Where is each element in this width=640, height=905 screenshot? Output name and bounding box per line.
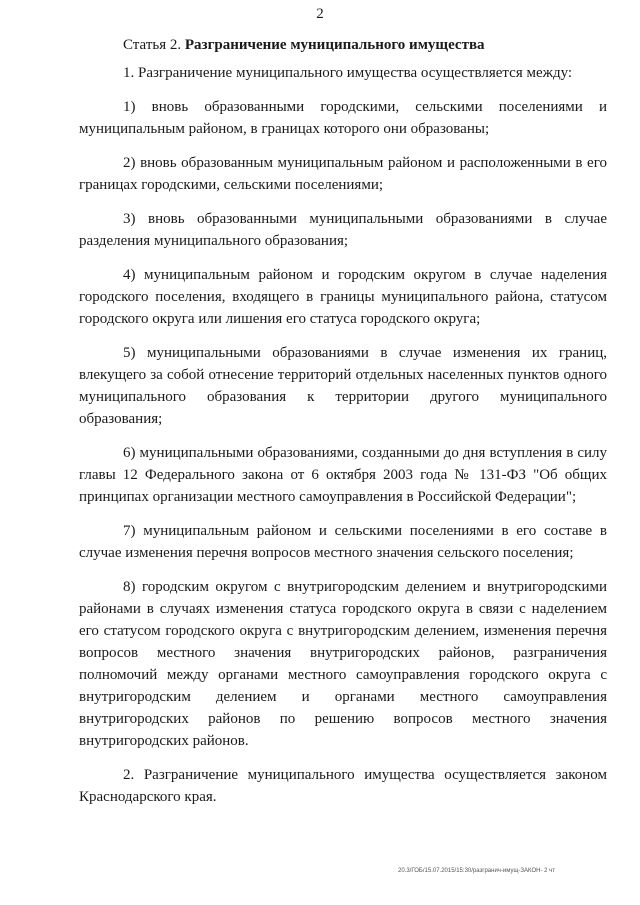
list-item-6: 6) муниципальными образованиями, созданными до дня вступления в силу главы 12 Федерального закона от 6 октября 2003 года № 131-ФЗ "Об общих принципах организации местного самоуправления в Российской Федерации"; xyxy=(79,445,607,505)
list-item-7: 7) муниципальным районом и сельскими поселениями в его составе в случае изменения перечня вопросов местного значения сельского поселения; xyxy=(79,523,607,561)
list-item-5: 5) муниципальными образованиями в случае изменения их границ, влекущего за собой отнесение территорий отдельных населенных пунктов одного муниципального образования к территории другого муниципального образования; xyxy=(79,345,607,427)
list-item-2: 2) вновь образованным муниципальным районом и расположенными в его границах городскими, сельскими поселениями; xyxy=(79,155,607,193)
article-title: Разграничение муниципального имущества xyxy=(184,37,485,53)
list-item-3: 3) вновь образованными муниципальными образованиями в случае разделения муниципального образования; xyxy=(79,211,607,249)
document-footer: 20.3/ГОБ/15.07.2015/15:30/разгранич-имущ-ЗАКОН- 2 чт xyxy=(398,868,555,874)
list-item-4: 4) муниципальным районом и городским округом в случае наделения городского поселения, входящего в границы муниципального района, статусом городского округа или лишения его статуса городского округа; xyxy=(79,267,607,327)
paragraph-2: 2. Разграничение муниципального имущества осуществляется законом Краснодарского края. xyxy=(79,767,607,805)
article-heading xyxy=(79,34,607,56)
list-item-8: 8) городским округом с внутригородским делением и внутригородскими районами в случаях изменения статуса городского округа в связи с наделением его статусом городского округа с внутригородским делением, изменения перечня вопросов местного значения внутригородских районов, разграничения полномочий между органами местного самоуправления городского округа с внутригородским делением и органами местного самоуправления внутригородских районов по решению вопросов местного значения внутригородских районов. xyxy=(79,579,607,749)
paragraph-1: 1. Разграничение муниципального имущества осуществляется между: xyxy=(123,65,573,81)
list-item-1: 1) вновь образованными городскими, сельскими поселениями и муниципальным районом, в границах которого они образованы; xyxy=(79,99,607,137)
page-number: 2 xyxy=(316,6,324,22)
document-body xyxy=(79,34,607,820)
article-label: Статья 2. xyxy=(123,37,182,53)
